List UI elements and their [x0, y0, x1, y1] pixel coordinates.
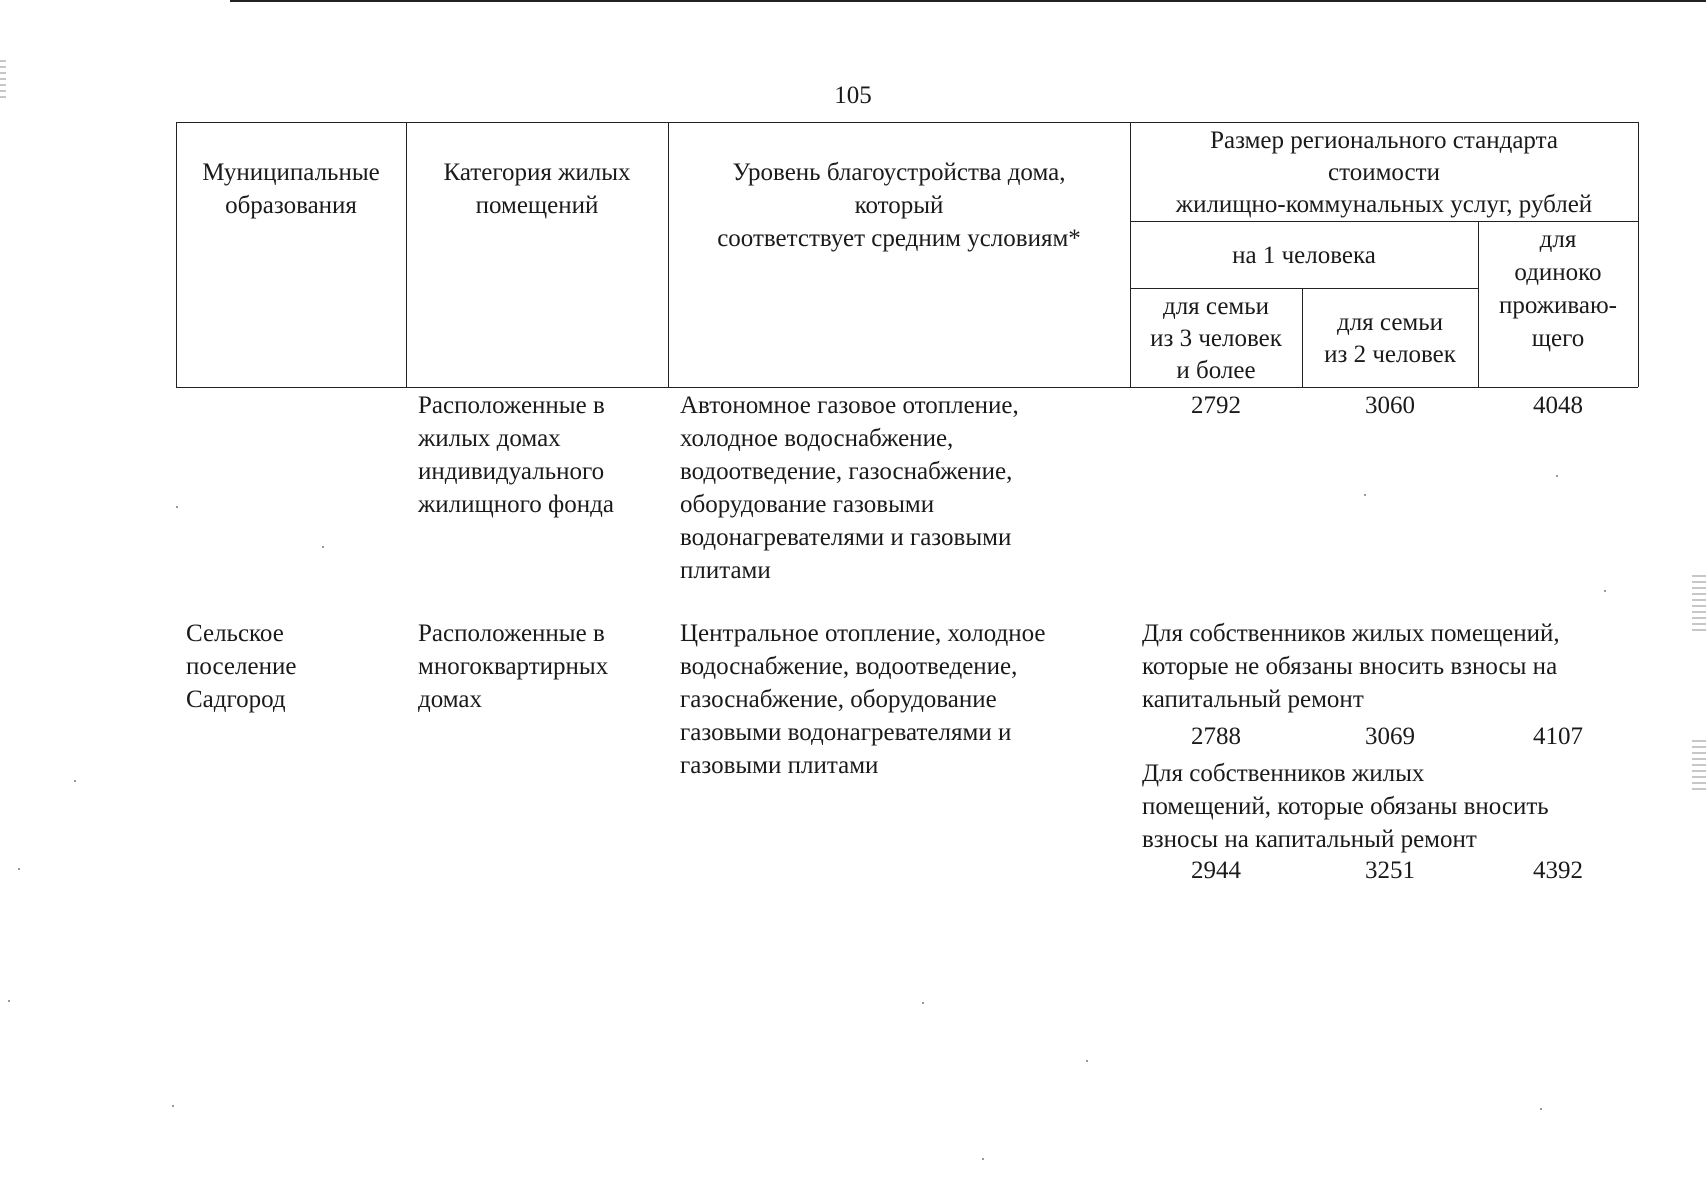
- row2-group2-value-single: 4392: [1533, 857, 1583, 884]
- scan-speck: [1364, 494, 1366, 496]
- row1-category-line-4: жилищного фонда: [418, 491, 614, 518]
- header-single-line-3: проживаю-: [1499, 292, 1617, 319]
- row2-category-line-3: домах: [418, 686, 482, 713]
- row1-level-line-1: Автономное газовое отопление,: [680, 392, 1019, 419]
- row2-level-line-4: газовыми водонагревателями и: [680, 719, 1012, 746]
- scan-speck: [1604, 590, 1606, 592]
- scan-speck: [176, 506, 178, 508]
- row2-municipality-line-1: Сельское: [186, 620, 284, 647]
- row1-category-line-1: Расположенные в: [418, 392, 605, 419]
- row2-group2-note-line-2: помещений, которые обязаны вносить: [1142, 793, 1549, 820]
- header-family2-line-2: из 2 человек: [1324, 341, 1456, 368]
- header-per-person-divider: [1130, 288, 1478, 289]
- scan-edge-mark: [0, 60, 6, 100]
- scan-edge-mark: [1692, 740, 1706, 790]
- header-category-line-1: Категория жилых: [443, 159, 631, 186]
- row2-category-line-1: Расположенные в: [418, 620, 605, 647]
- row2-level-line-3: газоснабжение, оборудование: [680, 686, 997, 713]
- row1-level-line-2: холодное водоснабжение,: [680, 425, 954, 452]
- row2-level-line-5: газовыми плитами: [680, 752, 879, 779]
- row2-group1-note-line-3: капитальный ремонт: [1142, 686, 1364, 713]
- header-family2-line-1: для семьи: [1336, 309, 1444, 336]
- header-family3-line-2: из 3 человек: [1150, 325, 1282, 352]
- scan-edge-mark: [1692, 575, 1706, 635]
- scan-speck: [922, 1002, 924, 1004]
- row2-group1-value-family2: 3069: [1365, 723, 1415, 750]
- row2-group2-value-family2: 3251: [1365, 857, 1415, 884]
- row1-value-family3: 2792: [1191, 392, 1241, 419]
- row1-level-line-3: водоотведение, газоснабжение,: [680, 458, 1013, 485]
- row2-group1-note-line-1: Для собственников жилых помещений,: [1142, 620, 1560, 647]
- row2-group1-value-single: 4107: [1533, 723, 1583, 750]
- header-family3-line-3: и более: [1176, 357, 1256, 384]
- header-municipal-line-2: образования: [225, 192, 357, 219]
- scan-speck: [982, 1158, 984, 1160]
- header-level-line-1: Уровень благоустройства дома,: [732, 159, 1066, 186]
- row2-level-line-1: Центральное отопление, холодное: [680, 620, 1046, 647]
- row2-group2-note-line-3: взносы на капитальный ремонт: [1142, 826, 1477, 853]
- row1-category-line-3: индивидуального: [418, 458, 605, 485]
- row1-category-line-2: жилых домах: [418, 425, 561, 452]
- row2-group2-value-family3: 2944: [1191, 857, 1241, 884]
- row2-group2-note-line-1: Для собственников жилых: [1142, 760, 1425, 787]
- header-single-line-4: щего: [1531, 325, 1585, 352]
- header-bottom-border: [176, 387, 1638, 388]
- header-single-line-2: одиноко: [1514, 259, 1602, 286]
- row1-level-line-4: оборудование газовыми: [680, 491, 935, 518]
- scan-speck: [1556, 475, 1558, 477]
- header-standard-line-2: стоимости: [1328, 159, 1440, 186]
- header-municipal-line-1: Муниципальные: [202, 159, 380, 186]
- row2-group1-note-line-2: которые не обязаны вносить взносы на: [1142, 653, 1558, 680]
- row1-value-single: 4048: [1533, 392, 1583, 419]
- header-level-line-2: который: [854, 192, 944, 219]
- row1-level-line-6: плитами: [680, 557, 771, 584]
- header-right-border: [1638, 122, 1639, 387]
- header-per-person: на 1 человека: [1232, 242, 1376, 269]
- row2-category-line-2: многоквартирных: [418, 653, 609, 680]
- scan-speck: [322, 546, 324, 548]
- row1-value-family2: 3060: [1365, 392, 1415, 419]
- header-standard-line-3: жилищно-коммунальных услуг, рублей: [1175, 191, 1593, 218]
- header-standard-divider: [1130, 221, 1638, 222]
- scan-speck: [1540, 1108, 1542, 1110]
- page-number: 105: [834, 82, 872, 109]
- scan-speck: [8, 1000, 10, 1002]
- row2-municipality-line-3: Садгород: [186, 686, 286, 713]
- header-single-line-1: для: [1539, 226, 1577, 253]
- header-category-line-2: помещений: [475, 192, 599, 219]
- header-top-border: [176, 122, 1638, 123]
- scan-speck: [172, 1105, 174, 1107]
- row2-level-line-2: водоснабжение, водоотведение,: [680, 653, 1018, 680]
- scan-speck: [18, 868, 20, 870]
- header-level-line-3: соответствует средним условиям*: [717, 225, 1081, 252]
- scan-speck: [1086, 1060, 1088, 1062]
- row2-group1-value-family3: 2788: [1191, 723, 1241, 750]
- scan-speck: [74, 780, 76, 782]
- header-family3-line-1: для семьи: [1162, 293, 1270, 320]
- row1-level-line-5: водонагревателями и газовыми: [680, 524, 1012, 551]
- row2-municipality-line-2: поселение: [186, 653, 297, 680]
- header-standard-line-1: Размер регионального стандарта: [1210, 127, 1558, 154]
- top-edge-rule: [230, 0, 1706, 2]
